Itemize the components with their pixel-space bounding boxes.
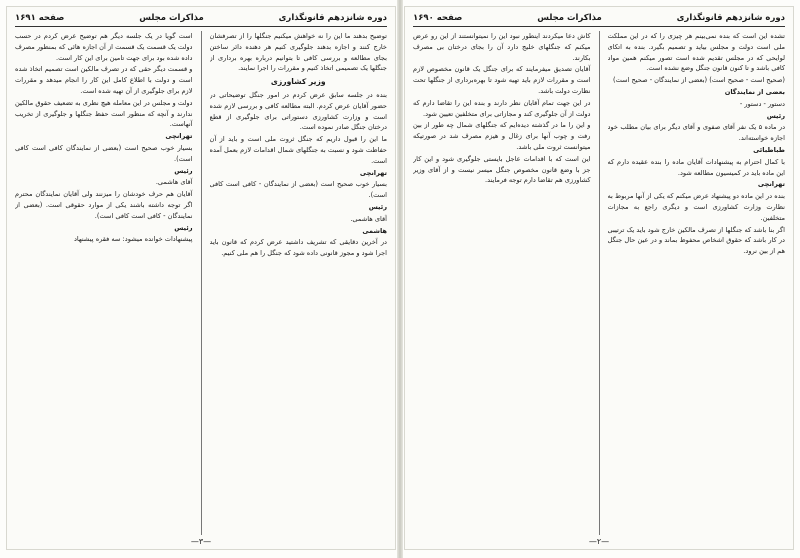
text-columns xyxy=(15,31,387,535)
speaker-name: هاشمی xyxy=(362,226,387,235)
paragraph: اگر بنا باشد که جنگلها از تصرف مالکین خارج شود باید یک ترتیبی در کار باشد که حقوق اشخاص محفوظ بماند و در عین حال جنگل هم از بین نرود. xyxy=(607,225,785,256)
header-section: دوره شانزدهم قانونگذاری xyxy=(278,13,387,23)
paragraph: بنده در جلسه سابق عرض کردم در امور جنگل توضیحاتی در حضور آقایان عرض کردم. البته مطالعه کافی و بررسی لازم شده است و وزارت کشاورزی دستوراتی برای جلوگیری از قطع درختان جنگل صادر نموده است. xyxy=(209,90,387,132)
header-rule xyxy=(413,26,785,27)
page-header xyxy=(15,11,387,25)
right-page xyxy=(404,6,794,550)
speaker-name: رئیس xyxy=(174,223,193,232)
speaker-name: تهرانچی xyxy=(165,132,193,141)
paragraph: در ماده ۵ یک نفر آقای صفوی و آقای دیگر برای بیان مطلب خود اجازه خواسته‌اند. xyxy=(607,123,785,143)
paragraph: بسیار خوب صحیح است (بعضی از نمایندگان کافی است کافی است). xyxy=(15,143,193,163)
paragraph: (صحیح است - صحیح است) (بعضی از نمایندگان - صحیح است) xyxy=(613,76,785,85)
paragraph: تشده این است که بنده نمی‌بینم هر چیزی را که در این مملکت ملی است دولت و مجلس بیاید و تصمیم بگیرد. بنده به اتکای لوایحی که در مجلس تقدیم شده است تصور میکنم همین مواد کافی باشد و تا کنون قانون جنگل وضع نشده است. xyxy=(607,32,785,73)
paragraph: با کمال احترام به پیشنهادات آقایان ماده را بنده عقیده دارم که این ماده باید در کمیسیون مطالعه شود. xyxy=(607,157,785,177)
header-title: مذاکرات مجلس xyxy=(537,13,602,23)
paragraph: دولت و مجلس در این معامله هیچ نظری به تضعیف حقوق مالکین ندارند و آنچه که منظور است حفظ جنگلها و جلوگیری از تخریب آنهاست. xyxy=(15,98,193,129)
paragraph: و قسمت دیگر حقی که در تصرف مالکین است تصمیم اتخاذ شده است و دولت با اطلاع کامل این کار را انجام میدهد و مقررات لازم برای جلوگیری از آن تهیه شده است. xyxy=(15,65,193,95)
column-divider xyxy=(599,31,600,535)
paragraph: توضیح بدهند ما این را نه خواهش میکنیم جنگلها را از تصرفشان خارج کنند و اجازه بدهند جلوگیری کنیم هر دهنده دائر ساختن بجای مطالعه و بررسی کافی تا بتوانیم درباره بهره برداری از جنگلها یک تصمیمی اتخاذ کنیم و مقررات را اجرا نمایند. xyxy=(209,32,387,73)
header-rule xyxy=(15,26,387,27)
speaker-name: طباطبائی xyxy=(753,145,785,154)
section-heading: وزیر کشاورزی xyxy=(270,77,326,87)
paragraph: آقایان هم حرف خودشان را میزنند ولی آقایان نمایندگان محترم اگر توجه داشته باشند یکی از موارد حقوقی است. (بعضی از نمایندگان - کافی است کافی است). xyxy=(15,190,193,220)
header-section: دوره شانزدهم قانونگذاری xyxy=(676,13,785,23)
speaker-name: تهرانچی xyxy=(359,168,387,177)
text-column-left xyxy=(413,31,591,535)
paragraph: بنده در این ماده دو پیشنهاد عرض میکنم که یکی از آنها مربوط به نظارت وزارت کشاورزی است و دیگری راجع به مجازات متخلفین. xyxy=(607,192,785,222)
paragraph: کاش دعا میکردند اینطور نبود این را نمیتوانستند از این رو عرض میکنم که جنگلهای خلیج دارد آن را بجای درختان بی مصرف بکارند. xyxy=(413,32,591,62)
paragraph: آقایان تصدیق میفرمایند که برای جنگل یک قانون مخصوص لازم است و مقررات لازم باید تهیه شود تا بهره‌برداری از جنگلها تحت نظارت دولت باشد. xyxy=(413,65,591,95)
paragraph: و این را ما در گذشته دیده‌ایم که جنگلهای شمال چه طور از بین رفت و چوب آنها برای زغال و هیزم مصرف شد در صورتیکه میتوانست ثروت ملی باشد. xyxy=(413,121,591,151)
header-page-number: صفحه ۱۶۹۱ xyxy=(15,13,65,23)
paragraph: در آخرین دقایقی که تشریف داشتید عرض کردم که قانون باید اجرا شود و مجوز قانونی داده شود که جنگل را هم ملی کنیم. xyxy=(209,238,387,258)
paragraph: دستور - دستور - xyxy=(739,99,785,108)
book-gutter xyxy=(397,0,403,558)
page-footer-number: —۲— xyxy=(588,537,610,546)
text-columns xyxy=(413,31,785,535)
text-column-left xyxy=(15,31,193,535)
paragraph: در این جهت تمام آقایان نظر دارند و بنده این را تقاضا دارم که دولت از آن جلوگیری کند و مجازاتی برای متخلفین تعیین شود. xyxy=(413,98,591,118)
left-page xyxy=(6,6,396,550)
text-column-right xyxy=(210,31,388,535)
paragraph: ما این را قبول داریم که جنگل ثروت ملی است و باید از آن حفاظت شود و نسبت به جنگلهای شمال اقدامات لازم بعمل آمده است. xyxy=(209,135,387,165)
speaker-name: تهرانچی xyxy=(757,180,785,189)
header-title: مذاکرات مجلس xyxy=(139,13,204,23)
page-header xyxy=(413,11,785,25)
page-footer-number: —۳— xyxy=(190,537,212,546)
paragraph: است گویا در یک جلسه دیگر هم توضیح عرض کردم در حسب دولت یک قسمت یک قسمت از آن اجازه هائی که بمنظور مصرف داده شده بود برای جهت تامین برای این کار است. xyxy=(15,32,193,62)
header-page-number: صفحه ۱۶۹۰ xyxy=(413,13,463,23)
paragraph: آقای هاشمی. xyxy=(350,214,387,223)
column-divider xyxy=(201,31,202,535)
paragraph: آقای هاشمی. xyxy=(155,178,193,187)
speaker-name: رئیس xyxy=(174,166,193,175)
paragraph: پیشنهادات خوانده میشود: سه فقره پیشنهاد xyxy=(73,235,193,244)
paragraph: این است که با اقدامات عاجل بایستی جلوگیری شود و این کار جز با وضع قانون مخصوص جنگل میسر نیست و از آقای وزیر کشاورزی هم تقاضا دارم توجه فرمایند. xyxy=(413,154,591,185)
text-column-right xyxy=(608,31,786,535)
speaker-name: بعضی از نمایندگان xyxy=(724,87,785,96)
speaker-name: رئیس xyxy=(368,202,387,211)
paragraph: بسیار خوب صحیح است (بعضی از نمایندگان - کافی است کافی است). xyxy=(209,180,387,200)
speaker-name: رئیس xyxy=(766,111,785,120)
